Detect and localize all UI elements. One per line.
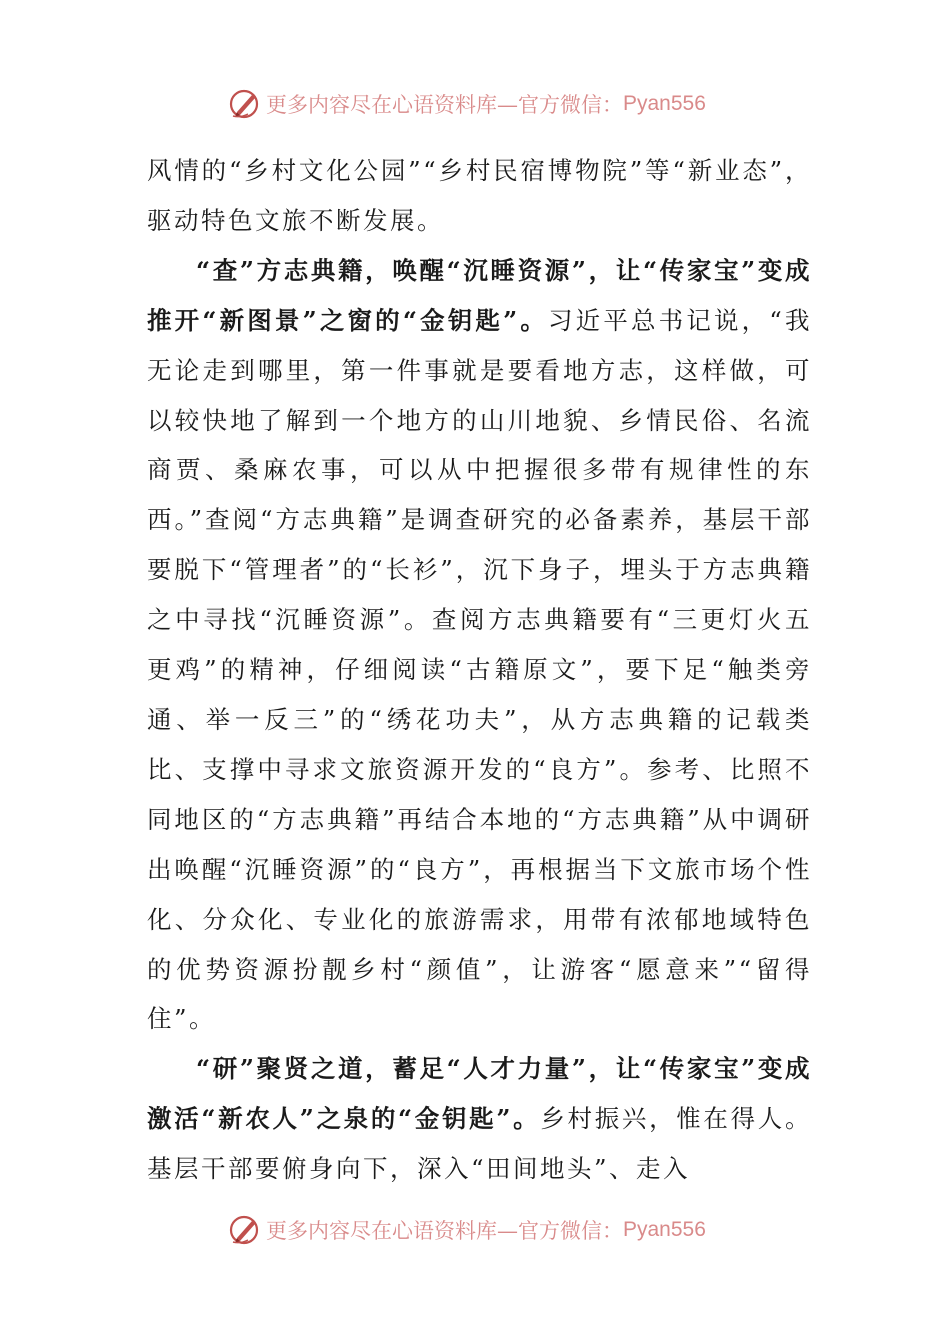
paragraph-body: 风情的“乡村文化公园”“乡村民宿博物院”等“新业态”，驱动特色文旅不断发展。 bbox=[147, 156, 812, 235]
paragraph-heading: “查”方志典籍，唤醒“沉睡资源”，让“传家宝”变成推开“新图景”之窗的“金钥匙”。 bbox=[147, 255, 812, 335]
paragraph-3 bbox=[147, 1044, 812, 1194]
watermark-text: 更多内容尽在心语资料库—官方微信： bbox=[266, 1219, 623, 1243]
pen-logo-icon bbox=[228, 1213, 262, 1247]
paragraph-body: 乡村振兴，惟在得人。基层干部要俯身向下，深入“田间地头”、走入 bbox=[147, 1104, 812, 1184]
watermark-wechat-id: Pyan556 bbox=[623, 92, 706, 115]
watermark-banner-top bbox=[228, 86, 728, 122]
pen-logo-icon bbox=[228, 87, 262, 121]
watermark-banner-bottom bbox=[228, 1212, 728, 1248]
paragraph-heading: “研”聚贤之道，蓄足“人才力量”，让“传家宝”变成激活“新农人”之泉的“金钥匙”。 bbox=[147, 1054, 812, 1134]
document-body bbox=[147, 146, 812, 1194]
watermark-text: 更多内容尽在心语资料库—官方微信： bbox=[266, 93, 623, 117]
paragraph-body: 习近平总书记说，“我无论走到哪里，第一件事就是要看地方志，这样做，可以较快地了解到一个地方的山川地貌、乡情民俗、名流商贾、桑麻农事，可以从中把握很多带有规律性的东西。”查阅“方志典籍”是调查研究的必备素养，基层干部要脱下“管理者”的“长衫”，沉下身子，埋头于方志典籍之中寻找“沉睡资源”。查阅方志典籍要有“三更灯火五更鸡”的精神，仔细阅读“古籍原文”，要下足“触类旁通、举一反三”的“绣花功夫”，从方志典籍的记载类比、支撑中寻求文旅资源开发的“良方”。参考、比照不同地区的“方志典籍”再结合本地的“方志典籍”从中调研出唤醒“沉睡资源”的“良方”，再根据当下文旅市场个性化、分众化、专业化的旅游需求，用带有浓郁地域特色的优势资源扮靓乡村“颜值”，让游客“愿意来”“留得住”。 bbox=[147, 305, 812, 1034]
watermark-wechat-id: Pyan556 bbox=[623, 1218, 706, 1241]
paragraph-2 bbox=[147, 246, 812, 1045]
paragraph-1 bbox=[147, 146, 812, 246]
